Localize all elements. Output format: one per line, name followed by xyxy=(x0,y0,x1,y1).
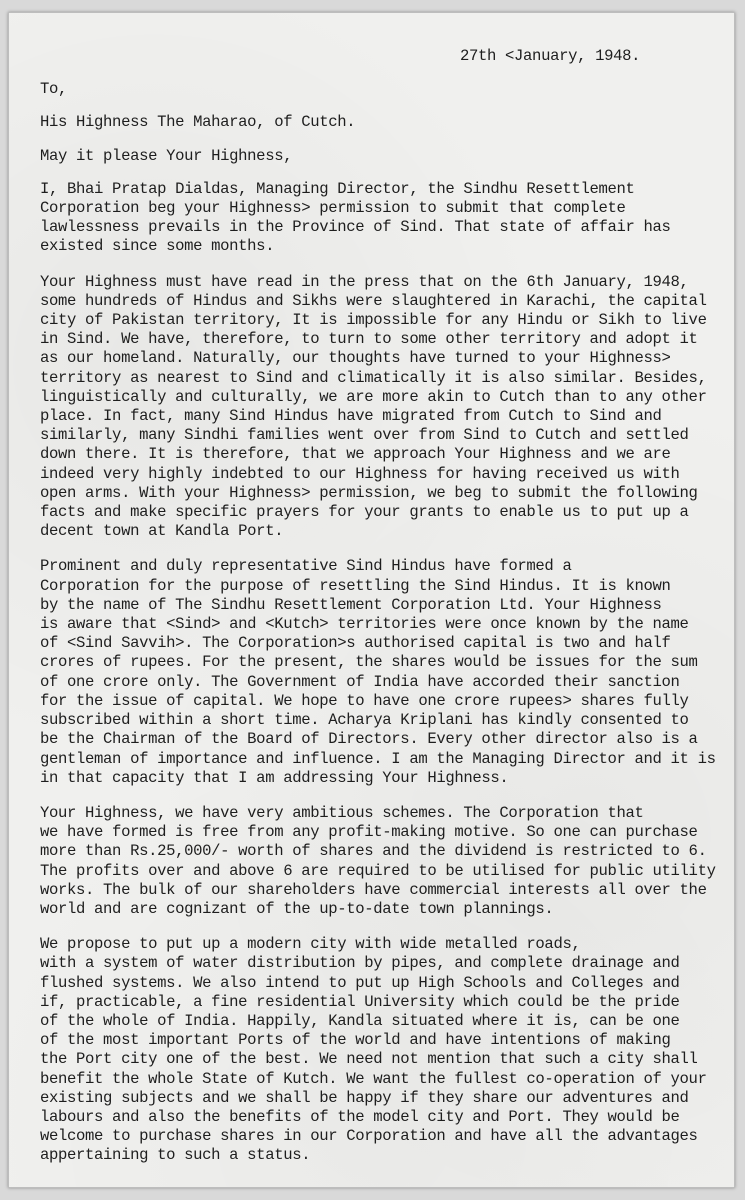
paragraph-2: Your Highness must have read in the press that on the 6th January, 1948, some hundreds of Hindus and Sikhs were slaughtered in Karachi, the capital city of Pakistan territory, It is impossible for any Hindu or Sikh to live in Sind. We have, therefore, to turn to some other territory and adopt it as our homeland. Naturally, our thoughts have turned to your Highness> territory as nearest to Sind and climatically it is also similar. Besides, linguistically and culturally, we are more akin to Cutch than to any other place. In fact, many Sind Hindus have migrated from Cutch to Sind and similarly, many Sindhi families went over from Sind to Cutch and settled down there. It is therefore, that we approach Your Highness and we are indeed very highly indebted to our Highness for having received us with open arms. With your Highness> permission, we beg to submit the following facts and make specific prayers for your grants to enable us to put up a decent town at Kandla Port. xyxy=(40,272,707,541)
paragraph-5: We propose to put up a modern city with wide metalled roads, with a system of water distribution by pipes, and complete drainage and flushed systems. We also intend to put up High Schools and Colleges and if, practicable, a fine residential University which could be the pride of the whole of India. Happily, Kandla situated where it is, can be one of the most important Ports of the world and have intentions of making the Port city one of the best. We need not mention that such a city shall benefit the whole State of Kutch. We want the fullest co-operation of your existing subjects and we shall be happy if they share our adventures and labours and also the benefits of the model city and Port. They would be welcome to purchase shares in our Corporation and have all the advantages appertaining to such a status. xyxy=(40,935,707,1165)
paragraph-1: I, Bhai Pratap Dialdas, Managing Director, the Sindhu Resettlement Corporation beg your Highness> permission to submit that complete lawlessness prevails in the Province of Sind. That state of affair has existed since some months. xyxy=(40,179,671,256)
paragraph-4: Your Highness, we have very ambitious schemes. The Corporation that we have formed is free from any profit-making motive. So one can purchase more than Rs.25,000/- worth of shares and the dividend is restricted to 6. The profits over and above 6 are required to be utilised for public utility works. The bulk of our shareholders have commercial interests all over the world and are cognizant of the up-to-date town plannings. xyxy=(40,803,716,918)
letter-page xyxy=(8,12,735,1188)
letter-to: To, xyxy=(40,80,68,99)
letter-body xyxy=(40,47,720,1182)
paragraph-3: Prominent and duly representative Sind Hindus have formed a Corporation for the purpose of resettling the Sind Hindus. It is known by the name of The Sindhu Resettlement Corporation Ltd. Your Highness is aware that <Sind> and <Kutch> territories were once known by the name of <Sind Savvih>. The Corporation>s authorised capital is two and half crores of rupees. For the present, the shares would be issues for the sum of one crore only. The Government of India have accorded their sanction for the issue of capital. We hope to have one crore rupees> shares fully subscribed within a short time. Acharya Kriplani has kindly consented to be the Chairman of the Board of Directors. Every other director also is a gentleman of importance and influence. I am the Managing Director and it is in that capacity that I am addressing Your Highness. xyxy=(40,557,716,787)
letter-salutation: May it please Your Highness, xyxy=(40,146,293,165)
letter-date: 27th <January, 1948. xyxy=(460,47,641,65)
letter-addressee: His Highness The Maharao, of Cutch. xyxy=(40,113,356,132)
